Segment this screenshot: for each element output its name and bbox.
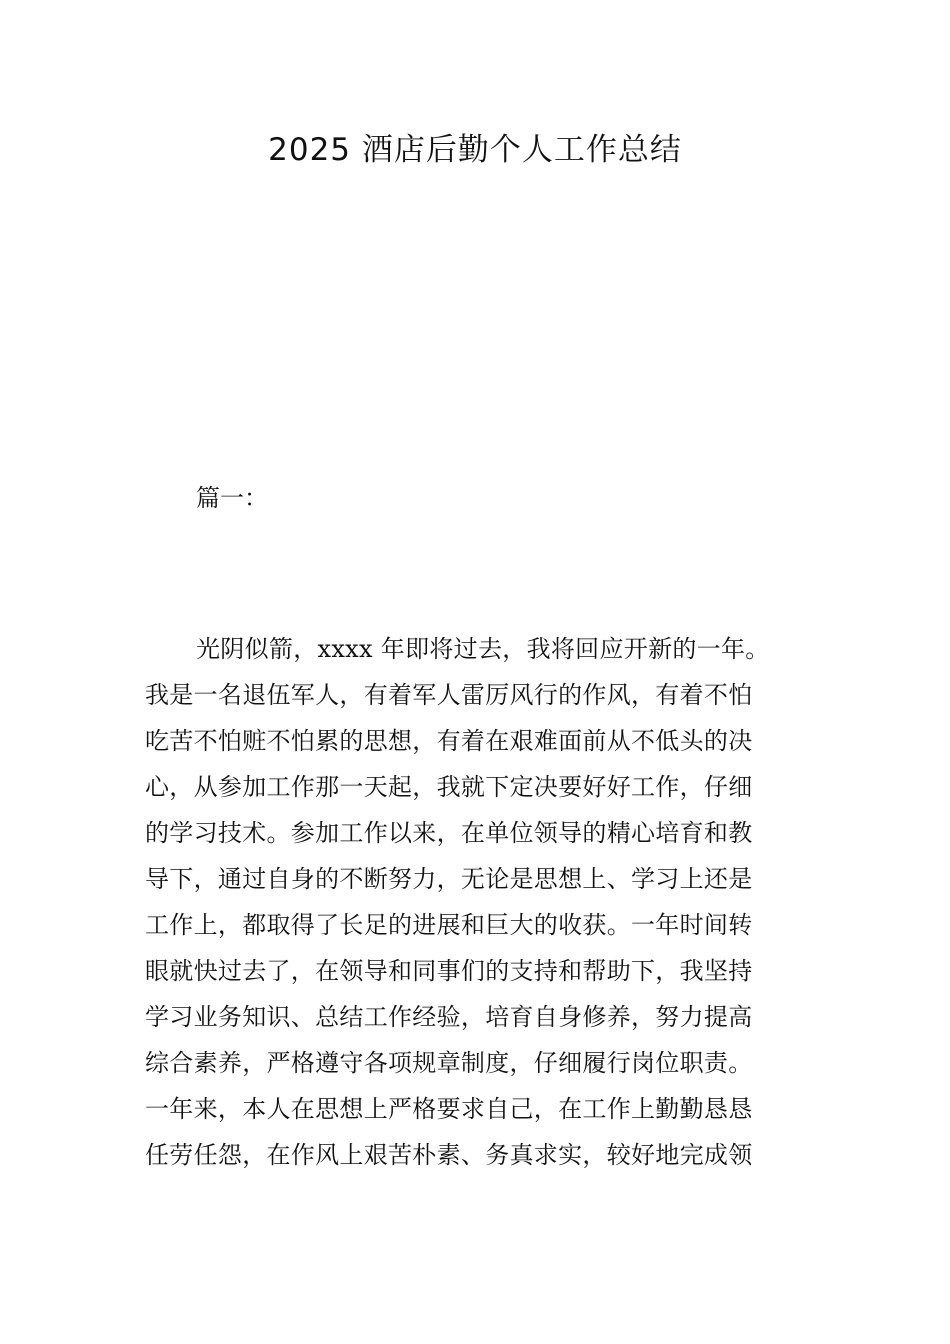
body-line: 综合素养，严格遵守各项规章制度，仔细履行岗位职责。 — [145, 1049, 753, 1077]
body-line: 吃苦不怕赃不怕累的思想，有着在艰难面前从不低头的决 — [145, 727, 753, 755]
body-line: 任劳任怨，在作风上艰苦朴素、务真求实，较好地完成领 — [145, 1141, 753, 1169]
body-line: 导下，通过自身的不断努力，无论是思想上、学习上还是 — [145, 865, 753, 893]
document-title: 2025 酒店后勤个人工作总结 — [268, 132, 682, 168]
body-line: 的学习技术。参加工作以来，在单位领导的精心培育和教 — [145, 819, 753, 847]
body-line: 眼就快过去了，在领导和同事们的支持和帮助下，我坚持 — [145, 957, 753, 985]
body-line: 心，从参加工作那一天起，我就下定决要好好工作，仔细 — [145, 773, 753, 801]
body-paragraph — [145, 626, 815, 1178]
body-line: 光阴似箭，xxxx 年即将过去，我将回应开新的一年。 — [196, 635, 770, 663]
body-line: 工作上，都取得了长足的进展和巨大的收获。一年时间转 — [145, 911, 753, 939]
body-line: 学习业务知识、总结工作经验，培育自身修养，努力提高 — [145, 1003, 753, 1031]
body-line: 一年来，本人在思想上严格要求自己，在工作上勤勤恳恳 — [145, 1095, 753, 1123]
body-line: 我是一名退伍军人，有着军人雷厉风行的作风，有着不怕 — [145, 681, 753, 709]
section-heading: 篇一： — [196, 484, 268, 512]
